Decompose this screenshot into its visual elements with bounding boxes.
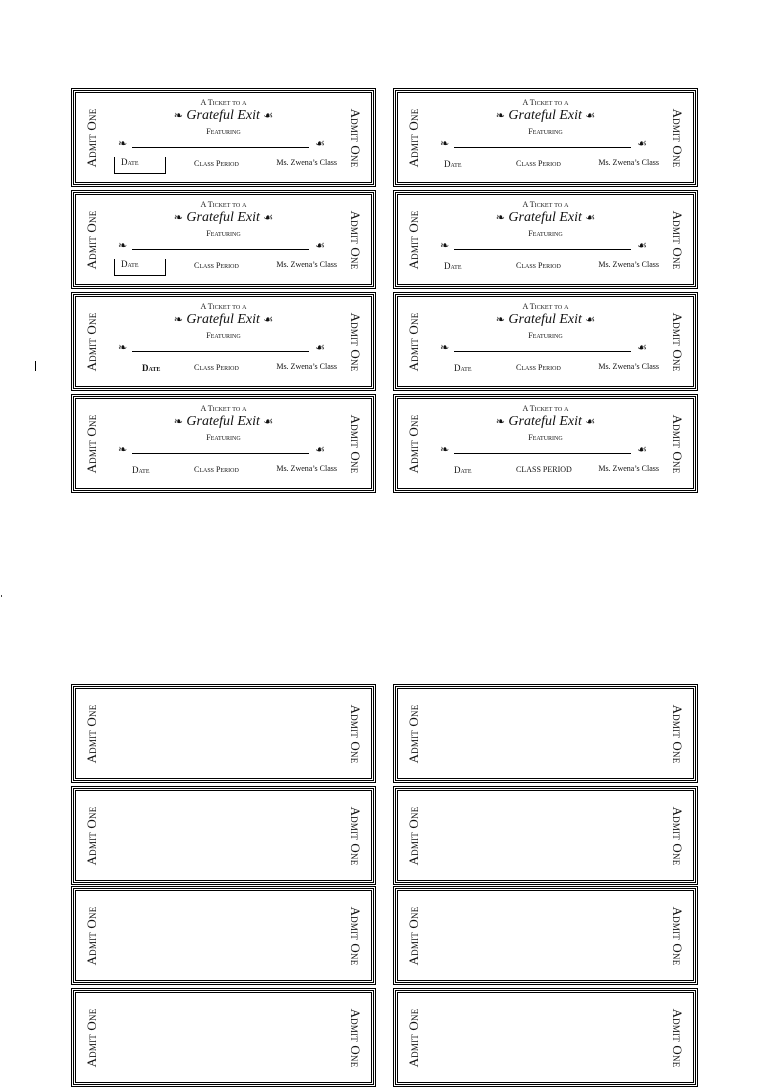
ticket-title-text: Grateful Exit — [508, 312, 582, 327]
admit-one-left: Admit One — [406, 806, 421, 865]
ticket-featuring: Featuring — [206, 127, 241, 136]
admit-one-right: Admit One — [670, 806, 685, 865]
admit-one-left: Admit One — [84, 1008, 99, 1067]
swirl-right-icon: ☙ — [263, 110, 274, 122]
swirl-left-icon: ❧ — [440, 444, 450, 456]
ticket-blank — [393, 786, 698, 885]
ticket-printed — [393, 190, 698, 289]
name-line-row — [440, 341, 647, 355]
admit-one-right: Admit One — [348, 704, 363, 763]
admit-one-left: Admit One — [84, 414, 99, 473]
swirl-left-icon: ❧ — [173, 110, 183, 122]
ticket-title — [396, 108, 695, 124]
swirl-right-icon: ☙ — [315, 138, 325, 150]
ticket-title-text: Grateful Exit — [508, 210, 582, 225]
swirl-left-icon: ❧ — [495, 212, 505, 224]
admit-one-right: Admit One — [348, 210, 363, 269]
ticket-date-label: Date — [444, 261, 462, 271]
name-line — [132, 249, 309, 250]
name-line — [454, 453, 631, 454]
name-line-row — [440, 137, 647, 151]
ticket-class-period: Class Period — [194, 261, 239, 270]
admit-one-left: Admit One — [406, 414, 421, 473]
name-line-row — [440, 443, 647, 457]
ticket-date-label: Date — [454, 465, 472, 475]
admit-one-left: Admit One — [406, 210, 421, 269]
ticket-featuring: Featuring — [528, 433, 563, 442]
ticket-class-period: Class Period — [516, 261, 561, 270]
admit-one-right: Admit One — [348, 806, 363, 865]
name-line-row — [440, 239, 647, 253]
ticket-date-label: Date — [444, 159, 462, 169]
swirl-right-icon: ☙ — [263, 314, 274, 326]
text-cursor-mark — [35, 361, 36, 371]
name-line-row — [118, 239, 325, 253]
admit-one-right: Admit One — [670, 704, 685, 763]
ticket-featuring: Featuring — [206, 331, 241, 340]
name-line — [132, 351, 309, 352]
admit-one-right: Admit One — [670, 108, 685, 167]
ticket-class-period: Class Period — [516, 159, 561, 168]
ticket-title-text: Grateful Exit — [508, 414, 582, 429]
swirl-left-icon: ❧ — [118, 138, 128, 150]
swirl-left-icon: ❧ — [495, 416, 505, 428]
admit-one-left: Admit One — [84, 210, 99, 269]
ticket-teacher: Ms. Zwena’s Class — [598, 260, 659, 269]
stray-mark — [1, 595, 2, 597]
ticket-top-line: A Ticket to a — [522, 98, 569, 107]
ticket-title-text: Grateful Exit — [508, 108, 582, 123]
ticket-date-label: Date — [142, 363, 161, 373]
ticket-printed — [71, 88, 376, 187]
swirl-left-icon: ❧ — [440, 342, 450, 354]
ticket-blank — [71, 988, 376, 1087]
ticket-title — [74, 414, 373, 430]
ticket-title-text: Grateful Exit — [186, 108, 260, 123]
admit-one-right: Admit One — [670, 1008, 685, 1067]
ticket-title-text: Grateful Exit — [186, 210, 260, 225]
ticket-teacher: Ms. Zwena’s Class — [276, 158, 337, 167]
ticket-title — [74, 108, 373, 124]
admit-one-left: Admit One — [84, 906, 99, 965]
swirl-right-icon: ☙ — [263, 212, 274, 224]
ticket-blank — [393, 988, 698, 1087]
ticket-printed — [393, 394, 698, 493]
swirl-right-icon: ☙ — [637, 240, 647, 252]
admit-one-right: Admit One — [670, 210, 685, 269]
admit-one-left: Admit One — [406, 312, 421, 371]
admit-one-right: Admit One — [670, 414, 685, 473]
ticket-top-line: A Ticket to a — [522, 302, 569, 311]
name-line — [454, 147, 631, 148]
swirl-left-icon: ❧ — [118, 342, 128, 354]
admit-one-left: Admit One — [406, 704, 421, 763]
name-line-row — [118, 137, 325, 151]
ticket-featuring: Featuring — [528, 127, 563, 136]
ticket-class-period: CLASS PERIOD — [516, 465, 572, 474]
ticket-blank — [71, 684, 376, 783]
swirl-right-icon: ☙ — [585, 110, 596, 122]
ticket-class-period: Class Period — [194, 465, 239, 474]
ticket-date-label: Date — [114, 157, 166, 174]
ticket-top-line: A Ticket to a — [200, 98, 247, 107]
swirl-left-icon: ❧ — [118, 444, 128, 456]
ticket-featuring: Featuring — [528, 229, 563, 238]
name-line — [454, 249, 631, 250]
ticket-title — [74, 210, 373, 226]
ticket-printed — [393, 88, 698, 187]
admit-one-left: Admit One — [406, 1008, 421, 1067]
swirl-left-icon: ❧ — [173, 212, 183, 224]
ticket-class-period: Class Period — [194, 363, 239, 372]
name-line-row — [118, 341, 325, 355]
admit-one-left: Admit One — [84, 108, 99, 167]
admit-one-left: Admit One — [406, 108, 421, 167]
name-line — [132, 453, 309, 454]
ticket-teacher: Ms. Zwena’s Class — [598, 362, 659, 371]
swirl-right-icon: ☙ — [585, 212, 596, 224]
swirl-right-icon: ☙ — [637, 342, 647, 354]
ticket-teacher: Ms. Zwena’s Class — [276, 464, 337, 473]
admit-one-left: Admit One — [84, 312, 99, 371]
swirl-left-icon: ❧ — [118, 240, 128, 252]
ticket-top-line: A Ticket to a — [200, 302, 247, 311]
ticket-blank — [393, 684, 698, 783]
swirl-left-icon: ❧ — [173, 314, 183, 326]
ticket-date-label: Date — [132, 465, 150, 475]
admit-one-right: Admit One — [348, 906, 363, 965]
ticket-teacher: Ms. Zwena’s Class — [598, 158, 659, 167]
swirl-left-icon: ❧ — [440, 138, 450, 150]
ticket-title — [396, 414, 695, 430]
ticket-top-line: A Ticket to a — [522, 404, 569, 413]
admit-one-left: Admit One — [406, 906, 421, 965]
admit-one-right: Admit One — [348, 1008, 363, 1067]
admit-one-left: Admit One — [84, 806, 99, 865]
ticket-title — [396, 210, 695, 226]
name-line — [454, 351, 631, 352]
ticket-date-label: Date — [454, 363, 472, 373]
name-line — [132, 147, 309, 148]
swirl-right-icon: ☙ — [315, 240, 325, 252]
swirl-right-icon: ☙ — [585, 416, 596, 428]
swirl-right-icon: ☙ — [585, 314, 596, 326]
admit-one-right: Admit One — [670, 312, 685, 371]
ticket-featuring: Featuring — [528, 331, 563, 340]
ticket-printed — [71, 190, 376, 289]
swirl-left-icon: ❧ — [173, 416, 183, 428]
ticket-title-text: Grateful Exit — [186, 414, 260, 429]
ticket-title-text: Grateful Exit — [186, 312, 260, 327]
admit-one-right: Admit One — [348, 414, 363, 473]
name-line-row — [118, 443, 325, 457]
ticket-printed — [71, 394, 376, 493]
ticket-title — [396, 312, 695, 328]
swirl-right-icon: ☙ — [315, 342, 325, 354]
admit-one-right: Admit One — [348, 108, 363, 167]
swirl-right-icon: ☙ — [637, 138, 647, 150]
ticket-top-line: A Ticket to a — [200, 200, 247, 209]
ticket-teacher: Ms. Zwena’s Class — [276, 260, 337, 269]
ticket-printed — [71, 292, 376, 391]
admit-one-right: Admit One — [348, 312, 363, 371]
ticket-blank — [71, 886, 376, 985]
swirl-right-icon: ☙ — [637, 444, 647, 456]
ticket-class-period: Class Period — [516, 363, 561, 372]
swirl-right-icon: ☙ — [263, 416, 274, 428]
ticket-top-line: A Ticket to a — [200, 404, 247, 413]
ticket-printed — [393, 292, 698, 391]
ticket-title — [74, 312, 373, 328]
swirl-right-icon: ☙ — [315, 444, 325, 456]
ticket-date-label: Date — [114, 259, 166, 276]
admit-one-right: Admit One — [670, 906, 685, 965]
admit-one-left: Admit One — [84, 704, 99, 763]
ticket-blank — [393, 886, 698, 985]
swirl-left-icon: ❧ — [495, 110, 505, 122]
ticket-class-period: Class Period — [194, 159, 239, 168]
ticket-featuring: Featuring — [206, 229, 241, 238]
swirl-left-icon: ❧ — [495, 314, 505, 326]
ticket-teacher: Ms. Zwena’s Class — [276, 362, 337, 371]
ticket-blank — [71, 786, 376, 885]
ticket-teacher: Ms. Zwena’s Class — [598, 464, 659, 473]
ticket-top-line: A Ticket to a — [522, 200, 569, 209]
ticket-featuring: Featuring — [206, 433, 241, 442]
swirl-left-icon: ❧ — [440, 240, 450, 252]
